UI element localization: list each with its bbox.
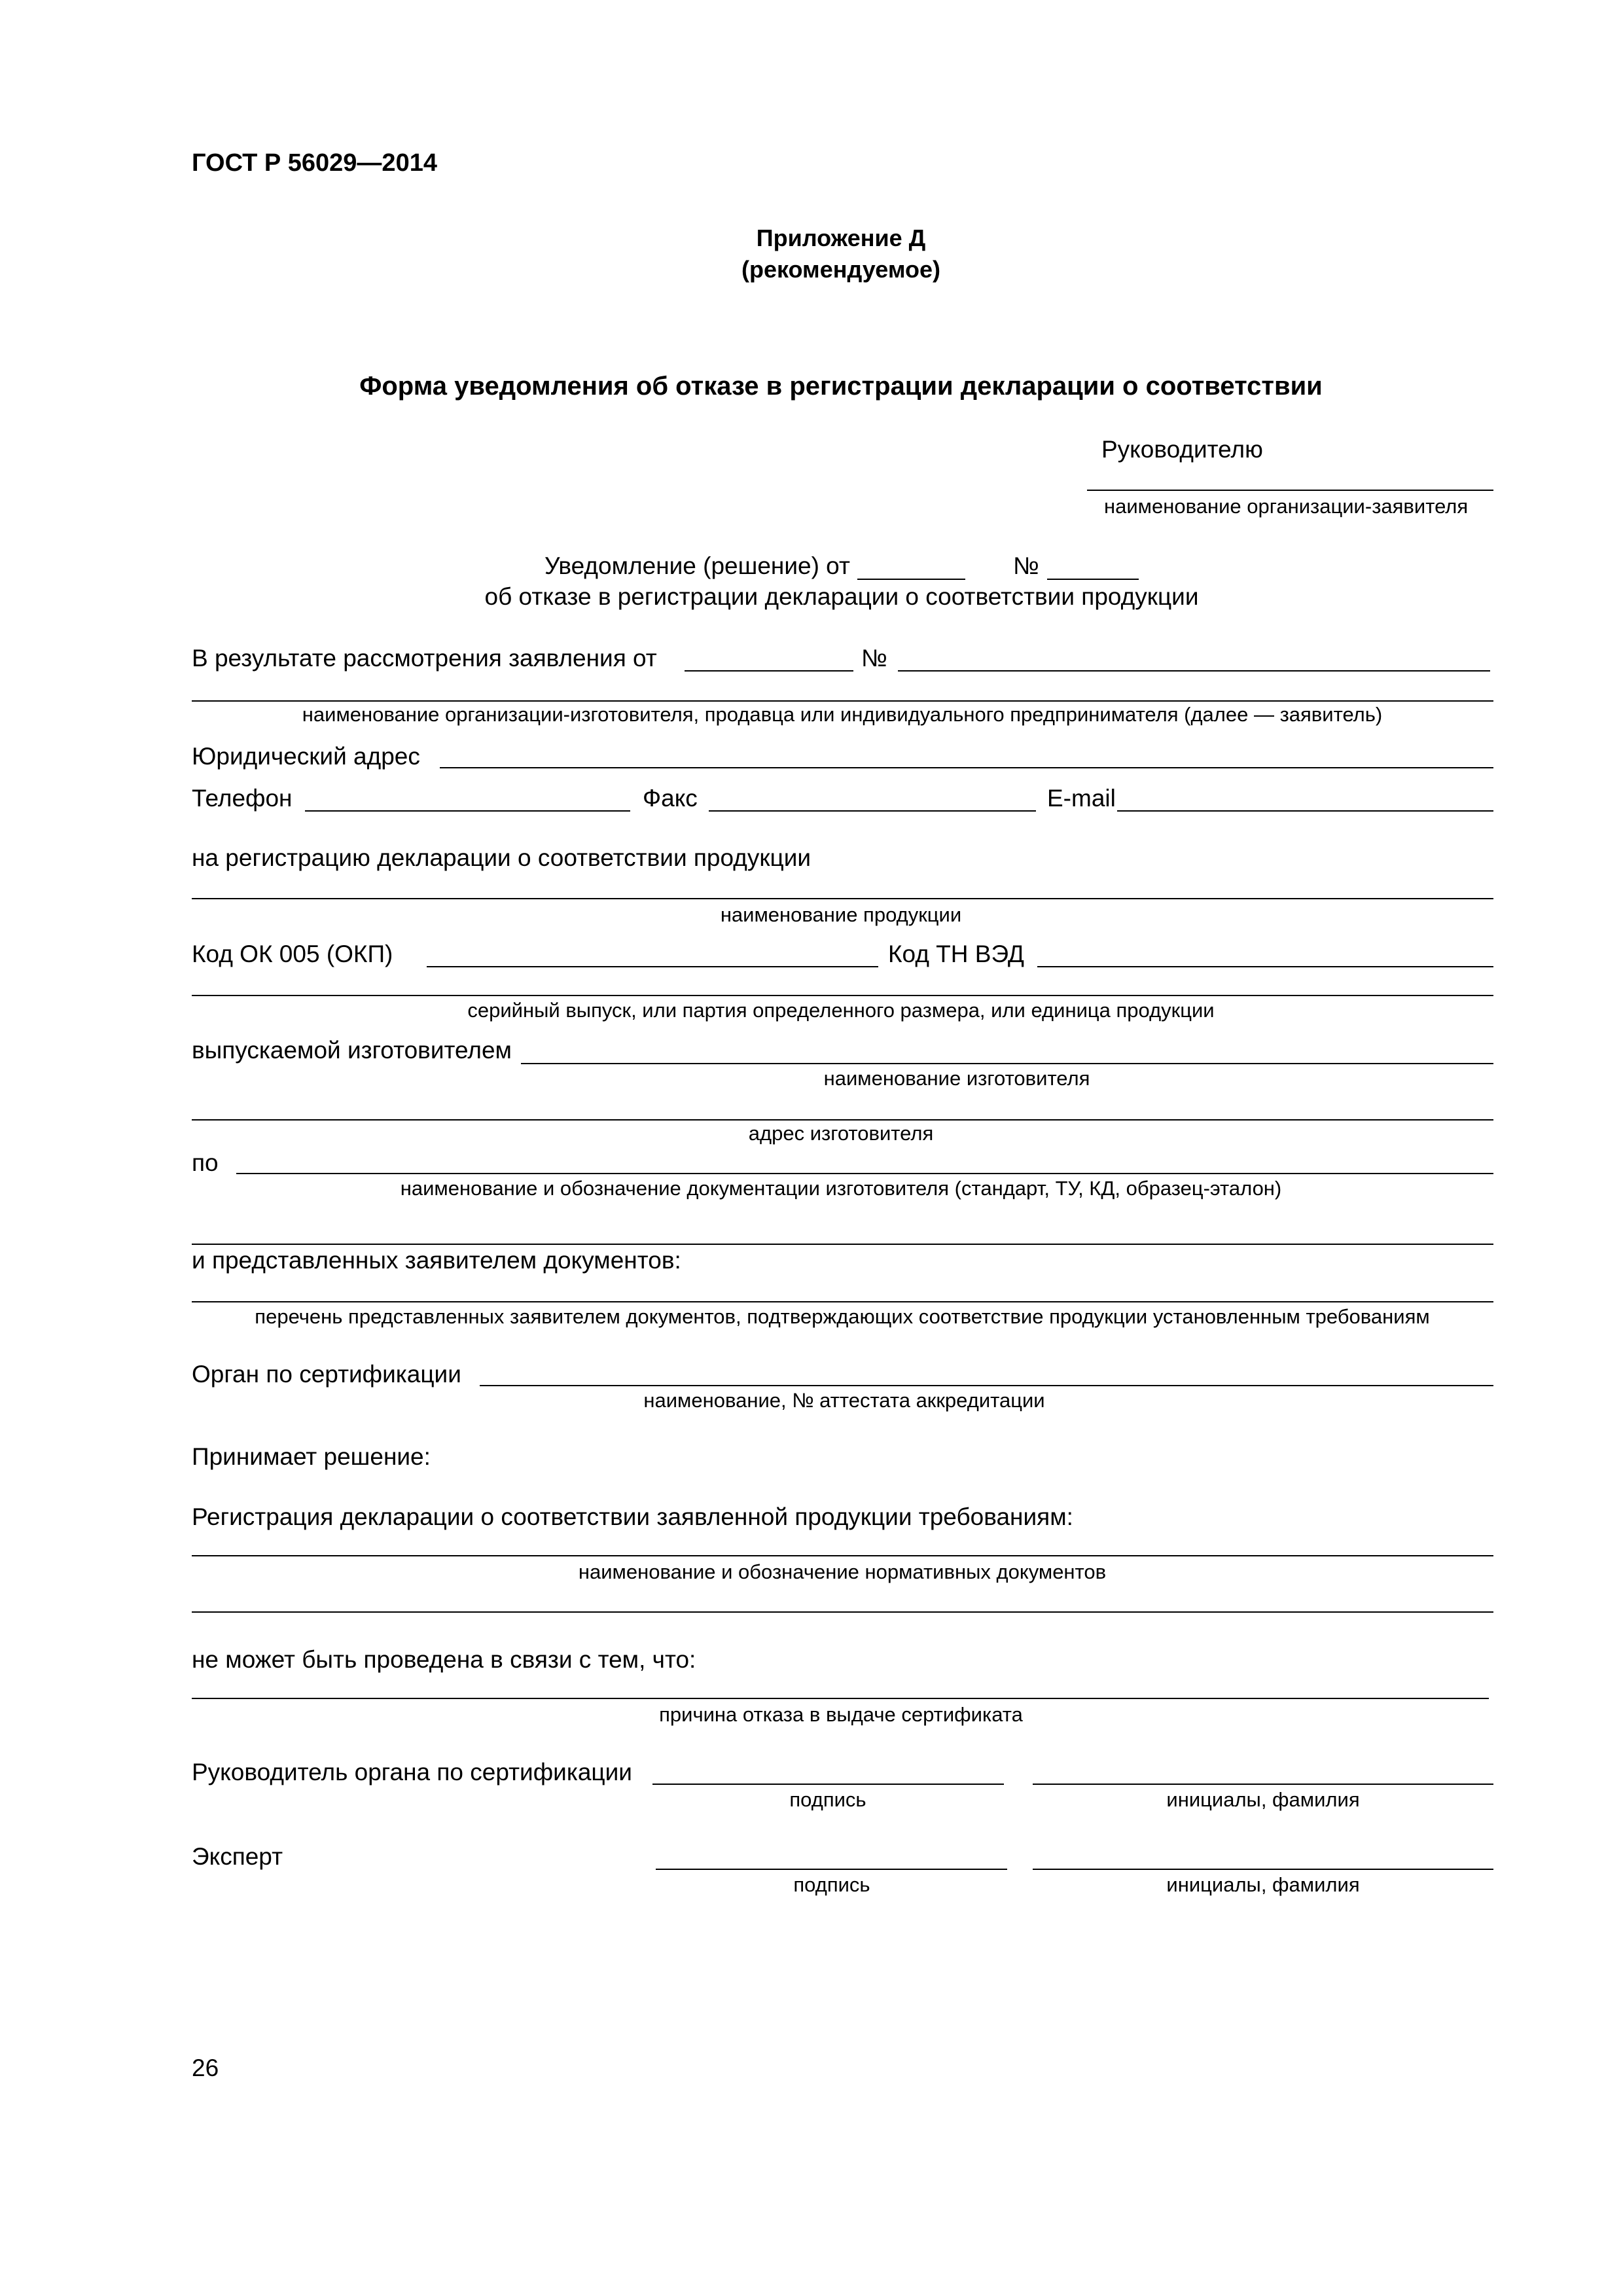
legal-address-line[interactable] bbox=[440, 767, 1493, 768]
cert-body-label: Орган по сертификации bbox=[192, 1361, 461, 1388]
documentation-line[interactable] bbox=[236, 1173, 1493, 1174]
expert-label: Эксперт bbox=[192, 1843, 283, 1870]
legal-address-label: Юридический адрес bbox=[192, 743, 420, 770]
product-line[interactable] bbox=[192, 898, 1493, 899]
result-prefix: В результате рассмотрения заявления от bbox=[192, 645, 657, 672]
submitted-docs-line[interactable] bbox=[192, 1301, 1493, 1302]
phone-line[interactable] bbox=[305, 810, 630, 812]
normative-line-2[interactable] bbox=[192, 1611, 1493, 1613]
registration-of-label: на регистрацию декларации о соответствии продукции bbox=[192, 844, 812, 871]
fax-label: Факс bbox=[643, 785, 698, 812]
manufacturer-address-caption: адрес изготовителя bbox=[748, 1122, 934, 1145]
application-date-line[interactable] bbox=[685, 670, 853, 672]
manufactured-by-label: выпускаемой изготовителем bbox=[192, 1037, 512, 1064]
normative-line[interactable] bbox=[192, 1555, 1493, 1556]
applicant-line[interactable] bbox=[192, 700, 1493, 702]
product-caption: наименование продукции bbox=[720, 903, 962, 926]
batch-line[interactable] bbox=[192, 995, 1493, 996]
notice-number-line[interactable] bbox=[1047, 579, 1139, 580]
expert-name-caption: инициалы, фамилия bbox=[1166, 1873, 1360, 1896]
head-name-line[interactable] bbox=[1033, 1784, 1493, 1785]
head-signature-caption: подпись bbox=[789, 1788, 866, 1811]
email-label: E-mail bbox=[1047, 785, 1116, 812]
expert-signature-caption: подпись bbox=[793, 1873, 870, 1896]
notice-number-sign: № bbox=[1013, 552, 1039, 579]
application-number-sign: № bbox=[861, 645, 887, 672]
okp-code-line[interactable] bbox=[427, 966, 878, 967]
addressee-caption: наименование организации-заявителя bbox=[1104, 495, 1469, 518]
email-line[interactable] bbox=[1117, 810, 1493, 812]
manufacturer-address-line[interactable] bbox=[192, 1119, 1493, 1121]
reason-line[interactable] bbox=[192, 1698, 1489, 1699]
head-signature-line[interactable] bbox=[652, 1784, 1004, 1785]
cert-body-caption: наименование, № аттестата аккредитации bbox=[643, 1389, 1045, 1412]
okp-code-label: Код ОК 005 (ОКП) bbox=[192, 941, 393, 967]
submitted-docs-caption: перечень представленных заявителем документов, подтверждающих соответствие продукции установленным требованиям bbox=[255, 1305, 1430, 1328]
notice-subject: об отказе в регистрации декларации о соответствии продукции bbox=[484, 583, 1199, 610]
expert-signature-line[interactable] bbox=[656, 1869, 1007, 1870]
appendix-status: (рекомендуемое) bbox=[741, 256, 940, 283]
fax-line[interactable] bbox=[709, 810, 1036, 812]
normative-caption: наименование и обозначение нормативных документов bbox=[578, 1560, 1107, 1583]
addressee-line[interactable] bbox=[1087, 490, 1493, 491]
appendix-title: Приложение Д bbox=[756, 224, 926, 251]
page-number: 26 bbox=[192, 2054, 219, 2081]
expert-name-line[interactable] bbox=[1033, 1869, 1493, 1870]
cert-body-line[interactable] bbox=[480, 1385, 1493, 1386]
documentation-line-2[interactable] bbox=[192, 1244, 1493, 1245]
manufacturer-line[interactable] bbox=[521, 1063, 1493, 1064]
tn-ved-code-label: Код ТН ВЭД bbox=[888, 941, 1024, 967]
reason-caption: причина отказа в выдаче сертификата bbox=[659, 1703, 1023, 1726]
decision-label: Принимает решение: bbox=[192, 1443, 431, 1470]
addressee-label: Руководителю bbox=[1101, 436, 1263, 463]
notice-prefix: Уведомление (решение) от bbox=[544, 552, 850, 579]
notice-date-line[interactable] bbox=[857, 579, 965, 580]
batch-caption: серийный выпуск, или партия определенного размера, или единица продукции bbox=[467, 999, 1215, 1022]
phone-label: Телефон bbox=[192, 785, 293, 812]
form-title: Форма уведомления об отказе в регистрации декларации о соответствии bbox=[359, 372, 1323, 401]
submitted-docs-label: и представленных заявителем документов: bbox=[192, 1247, 681, 1274]
registration-requirements-label: Регистрация декларации о соответствии заявленной продукции требованиям: bbox=[192, 1503, 1073, 1530]
applicant-caption: наименование организации-изготовителя, продавца или индивидуального предпринимателя (далее — заявитель) bbox=[302, 703, 1383, 726]
documentation-caption: наименование и обозначение документации изготовителя (стандарт, ТУ, КД, образец-эталон) bbox=[400, 1177, 1282, 1200]
according-to-label: по bbox=[192, 1149, 219, 1176]
head-signature-label: Руководитель органа по сертификации bbox=[192, 1759, 632, 1785]
application-number-line[interactable] bbox=[898, 670, 1490, 672]
standard-number: ГОСТ Р 56029—2014 bbox=[192, 149, 437, 177]
head-name-caption: инициалы, фамилия bbox=[1166, 1788, 1360, 1811]
cannot-be-label: не может быть проведена в связи с тем, что: bbox=[192, 1646, 696, 1673]
manufacturer-caption: наименование изготовителя bbox=[823, 1067, 1090, 1090]
tn-ved-code-line[interactable] bbox=[1037, 966, 1493, 967]
